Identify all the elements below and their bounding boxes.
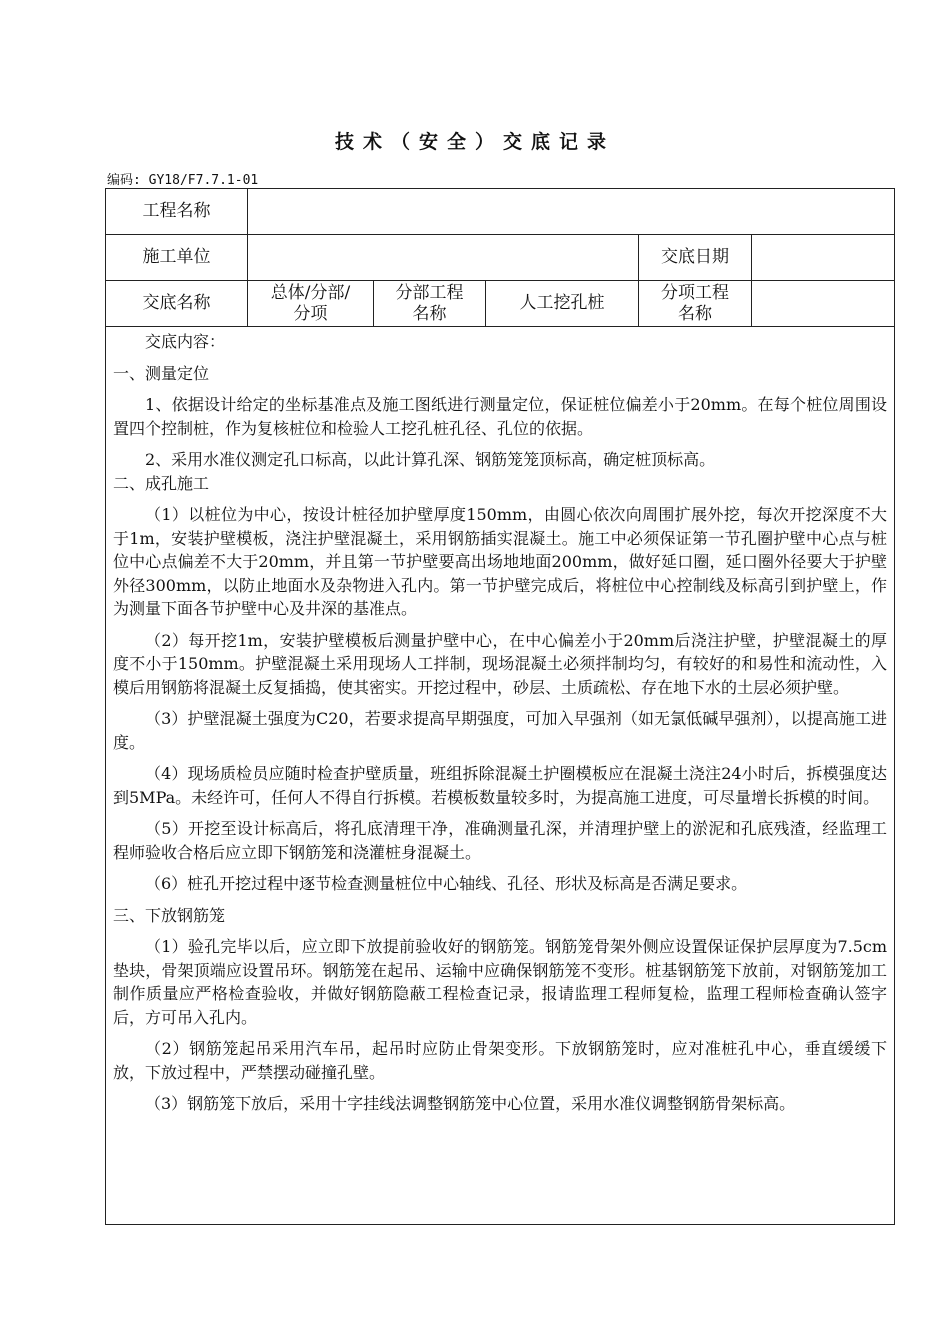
disclosure-name-label: 交底名称 [106, 281, 248, 327]
project-name-label: 工程名称 [106, 189, 248, 235]
item-project-label: 分项工程名称 [639, 281, 752, 327]
sub-project-value: 人工挖孔桩 [486, 281, 639, 327]
content-paragraph: （6）桩孔开挖过程中逐节检查测量桩位中心轴线、孔径、形状及标高是否满足要求。 [145, 874, 748, 893]
content-paragraph: （4）现场质检员应随时检查护壁质量，班组拆除混凝土护圈模板应在混凝土浇注24小时后，拆模强度达到5MPa。未经许可，任何人不得自行拆模。若模板数量较多时，为提高施工进度，可尽量增长拆模的时间。 [113, 764, 888, 807]
section-heading: 二、成孔施工 [113, 473, 210, 493]
content-paragraph: （1）验孔完毕以后，应立即下放提前验收好的钢筋笼。钢筋笼骨架外侧应设置保证保护层厚度为7.5cm垫块，骨架顶端应设置吊环。钢筋笼在起吊、运输中应确保钢筋笼不变形。桩基钢筋笼下放前，对钢筋笼加工制作质量应严格检查验收，并做好钢筋隐蔽工程检查记录，报请监理工程师复检，监理工程师检查确认签字后，方可吊入孔内。 [113, 937, 888, 1027]
content-paragraph: 2、采用水准仪测定孔口标高，以此计算孔深、钢筋笼笼顶标高，确定桩顶标高。 [145, 450, 716, 469]
document-code: 编码: GY18/F7.7.1-01 [107, 173, 259, 188]
construction-unit-label: 施工单位 [106, 235, 248, 281]
disclosure-content [106, 327, 895, 1225]
scope-label: 总体/分部/分项 [248, 281, 374, 327]
content-paragraph: （2）钢筋笼起吊采用汽车吊，起吊时应防止骨架变形。下放钢筋笼时，应对准桩孔中心，垂直缓缓下放，下放过程中，严禁摆动碰撞孔壁。 [113, 1039, 888, 1082]
document-title: 技术（安全）交底记录 [334, 131, 615, 153]
content-paragraph: 1、依据设计给定的坐标基准点及施工图纸进行测量定位，保证桩位偏差小于20mm。在每个桩位周围设置四个控制桩，作为复核桩位和检验人工挖孔桩孔径、孔位的依据。 [113, 395, 888, 438]
section-heading: 一、测量定位 [113, 363, 210, 383]
sub-project-label: 分部工程名称 [374, 281, 486, 327]
construction-unit-field[interactable] [248, 235, 639, 281]
content-paragraph: （5）开挖至设计标高后，将孔底清理干净，准确测量孔深，并清理护壁上的淤泥和孔底残渣，经监理工程师验收合格后应立即下钢筋笼和浇灌桩身混凝土。 [113, 819, 888, 862]
content-paragraph: （3）护壁混凝土强度为C20，若要求提高早期强度，可加入早强剂（如无氯低碱早强剂），以提高施工进度。 [113, 709, 888, 752]
item-project-field[interactable] [752, 281, 895, 327]
disclosure-date-field[interactable] [752, 235, 895, 281]
disclosure-date-label: 交底日期 [639, 235, 752, 281]
disclosure-form [105, 188, 895, 1225]
section-heading: 三、下放钢筋笼 [113, 905, 226, 925]
project-name-field[interactable] [248, 189, 895, 235]
content-paragraph: （1）以桩位为中心，按设计桩径加护壁厚度150mm，由圆心依次向周围扩展外挖，每次开挖深度不大于1m，安装护壁模板，浇注护壁混凝土，采用钢筋插实混凝土。施工中必须保证第一节孔圈护壁中心点与桩位中心点偏差不大于20mm，并且第一节护壁要高出场地地面200mm，做好延口圈，延口圈外径要大于护壁外径300mm，以防止地面水及杂物进入孔内。第一节护壁完成后，将桩位中心控制线及标高引到护壁上，作为测量下面各节护壁中心及井深的基准点。 [113, 505, 888, 618]
content-intro: 交底内容： [145, 332, 226, 351]
content-paragraph: （2）每开挖1m，安装护壁模板后测量护壁中心，在中心偏差小于20mm后浇注护壁，护壁混凝土的厚度不小于150mm。护壁混凝土采用现场人工拌制，现场混凝土必须拌制均匀，有较好的和易性和流动性，入模后用钢筋将混凝土反复插捣，使其密实。开挖过程中，砂层、土质疏松、存在地下水的土层必须护壁。 [113, 630, 888, 697]
content-paragraph: （3）钢筋笼下放后，采用十字挂线法调整钢筋笼中心位置，采用水准仪调整钢筋骨架标高。 [145, 1094, 796, 1113]
